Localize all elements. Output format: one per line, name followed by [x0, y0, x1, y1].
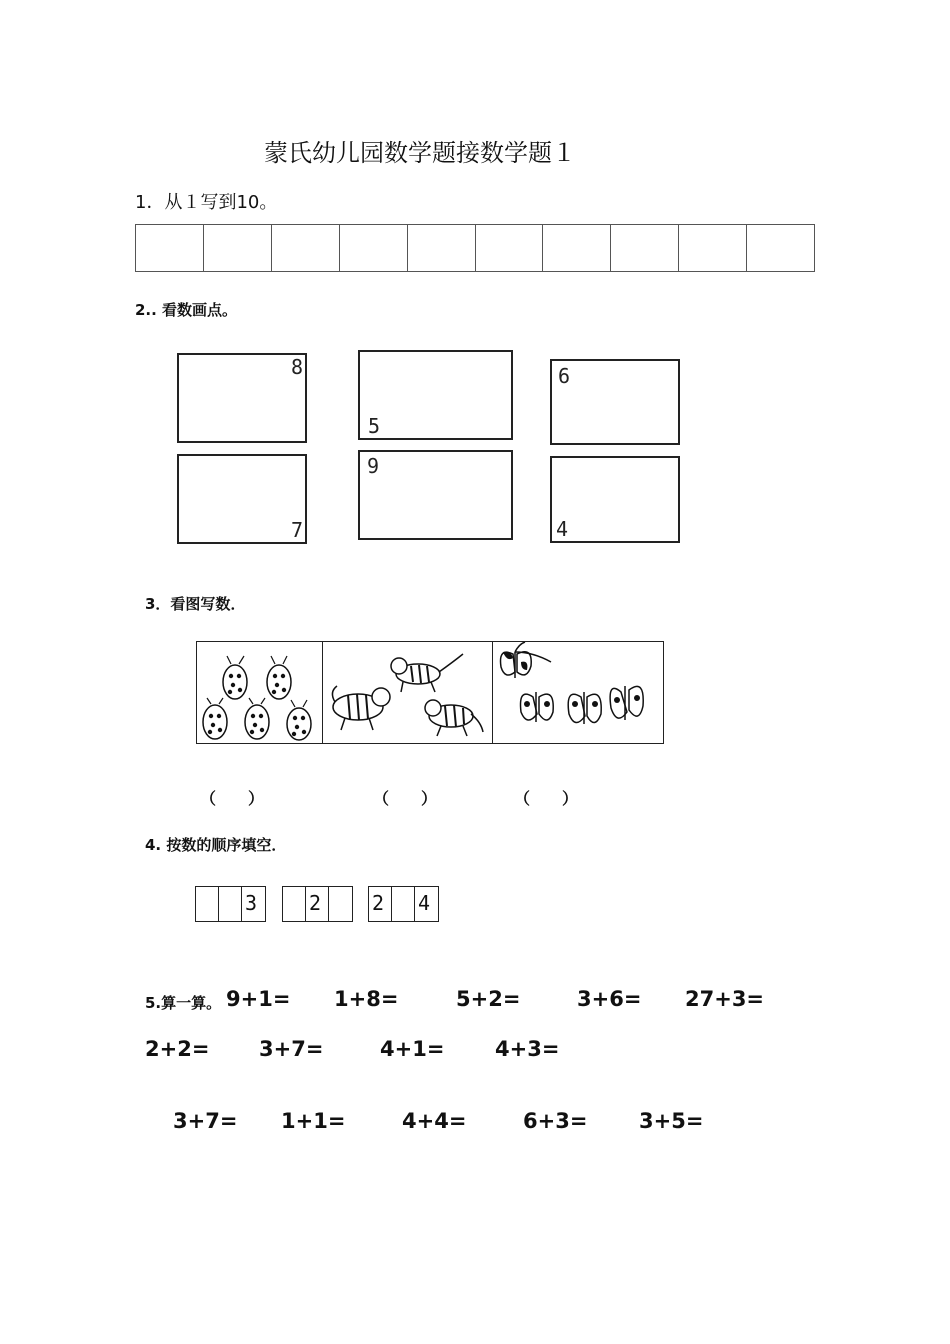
- box-number: 4: [556, 517, 569, 541]
- ladybugs-picture: [197, 642, 323, 743]
- equation: 4+1=: [380, 1037, 445, 1061]
- answer-cell[interactable]: [611, 225, 679, 271]
- question-2-label: 2.. 看数画点。: [135, 301, 238, 319]
- sequence-cell: 2: [306, 887, 329, 921]
- question-5-label: 5.算一算。: [145, 994, 222, 1012]
- answer-cell[interactable]: [747, 225, 814, 271]
- equation: 2+2=: [145, 1037, 210, 1061]
- equation: 3+6=: [577, 987, 642, 1011]
- equation: 27+3=: [685, 987, 765, 1011]
- picture-strip: [196, 641, 664, 744]
- cat-icon: [323, 642, 491, 742]
- question-4-label: 4. 按数的顺序填空．: [145, 836, 287, 854]
- equation: 1+8=: [334, 987, 399, 1011]
- box-number: 6: [558, 364, 571, 388]
- sequence-cell[interactable]: [219, 887, 242, 921]
- box-number: 5: [368, 414, 381, 438]
- equation: 3+5=: [639, 1109, 704, 1133]
- dot-box-5[interactable]: [358, 350, 513, 440]
- answer-cell[interactable]: [543, 225, 611, 271]
- page-title: 蒙氏幼儿园数学题接数学题１: [264, 139, 576, 167]
- butterfly-icon: [493, 642, 661, 742]
- answer-blank-ladybugs[interactable]: （ ）: [200, 789, 265, 808]
- answer-cell[interactable]: [340, 225, 408, 271]
- dot-box-4[interactable]: [550, 456, 680, 543]
- box-number: 8: [290, 355, 303, 379]
- dot-box-8[interactable]: [177, 353, 307, 443]
- equation: 4+3=: [495, 1037, 560, 1061]
- write-numbers-grid: [135, 224, 815, 272]
- box-number: 9: [367, 454, 380, 478]
- answer-cell[interactable]: [679, 225, 747, 271]
- dot-box-6[interactable]: [550, 359, 680, 445]
- sequence-group: [368, 886, 439, 922]
- sequence-group: [195, 886, 266, 922]
- cats-picture: [323, 642, 493, 743]
- sequence-group: [282, 886, 353, 922]
- equation: 4+4=: [402, 1109, 467, 1133]
- equation: 6+3=: [523, 1109, 588, 1133]
- answer-blank-butterflies[interactable]: （ ）: [514, 789, 579, 808]
- equation: 1+1=: [281, 1109, 346, 1133]
- butterflies-picture: [493, 642, 663, 743]
- answer-cell[interactable]: [204, 225, 272, 271]
- question-3-label: 3．看图写数．: [145, 595, 246, 613]
- dot-box-9[interactable]: [358, 450, 513, 540]
- answer-cell[interactable]: [272, 225, 340, 271]
- sequence-cell: 3: [245, 891, 258, 915]
- question-1-label: 1．从１写到10。: [135, 192, 278, 213]
- equation: 5+2=: [456, 987, 521, 1011]
- sequence-cell[interactable]: [329, 887, 352, 921]
- sequence-cell[interactable]: [196, 887, 219, 921]
- answer-blank-cats[interactable]: （ ）: [373, 789, 438, 808]
- answer-cell[interactable]: [408, 225, 476, 271]
- answer-cell[interactable]: [476, 225, 544, 271]
- sequence-cell: 2: [369, 887, 392, 921]
- equation: 9+1=: [226, 987, 291, 1011]
- sequence-cell[interactable]: [392, 887, 415, 921]
- equation: 3+7=: [259, 1037, 324, 1061]
- answer-cell[interactable]: [136, 225, 204, 271]
- ladybug-icon: [197, 642, 321, 742]
- sequence-cell: 4: [418, 891, 431, 915]
- equation: 3+7=: [173, 1109, 238, 1133]
- sequence-cell[interactable]: [283, 887, 306, 921]
- dot-box-7[interactable]: [177, 454, 307, 544]
- box-number: 7: [290, 518, 303, 542]
